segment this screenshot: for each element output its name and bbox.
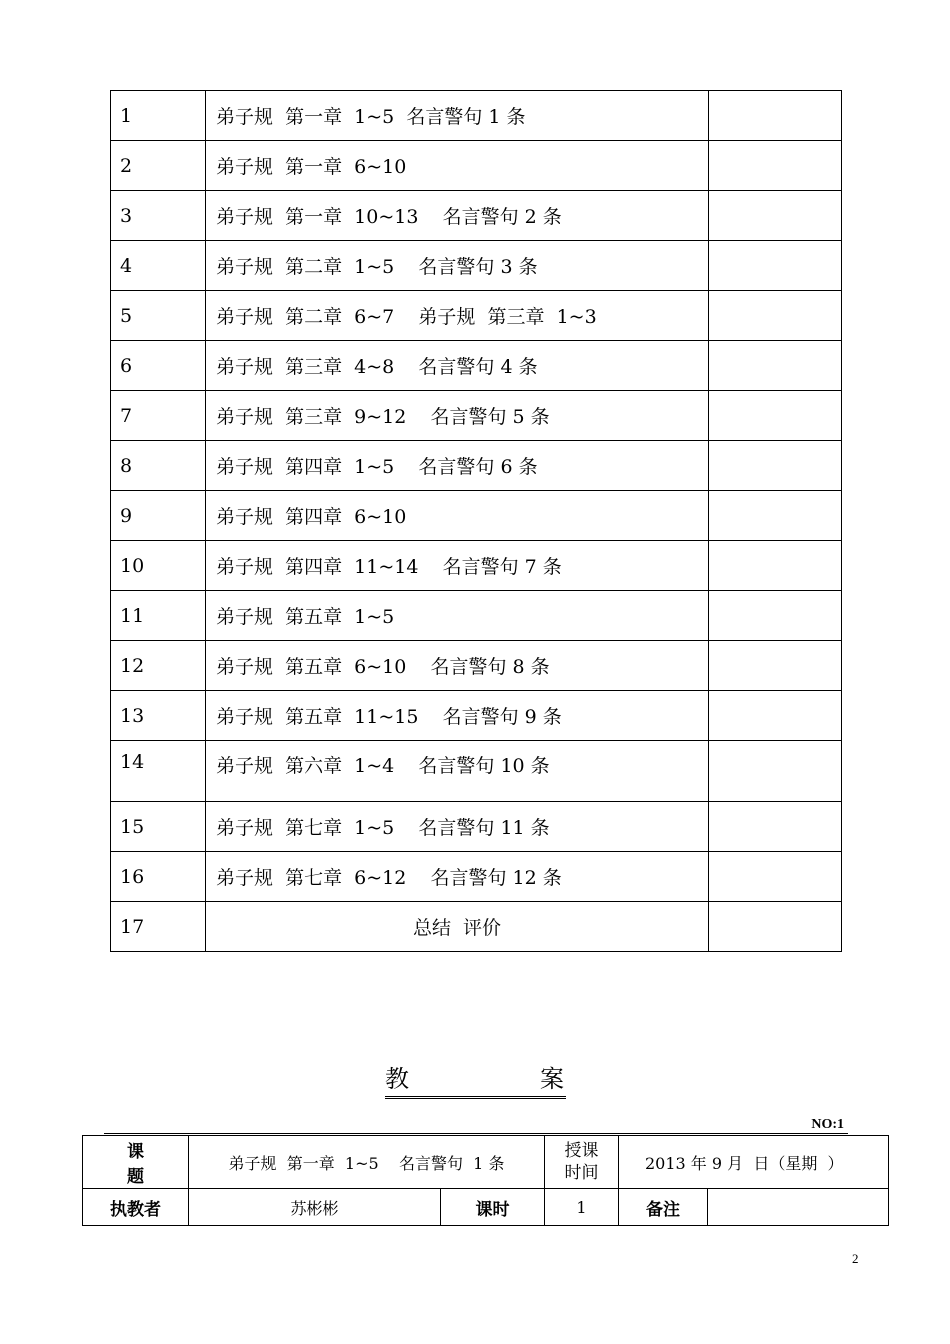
row-remark [709, 802, 842, 852]
table-row [111, 191, 842, 241]
row-number: 10 [111, 541, 206, 591]
row-number: 13 [111, 691, 206, 741]
title-char-left: 教 [385, 1065, 411, 1093]
table-row [111, 691, 842, 741]
table-row [111, 441, 842, 491]
table-row [111, 852, 842, 902]
row-number: 7 [111, 391, 206, 441]
row-content: 弟子规 第四章 6~10 [206, 491, 709, 541]
table-row [111, 291, 842, 341]
row-remark [709, 491, 842, 541]
teacher-value: 苏彬彬 [189, 1189, 441, 1226]
table-row [111, 141, 842, 191]
table-row [111, 902, 842, 952]
row-number: 4 [111, 241, 206, 291]
row-remark [709, 541, 842, 591]
divider [104, 1133, 848, 1134]
row-number: 5 [111, 291, 206, 341]
row-remark [709, 191, 842, 241]
row-content: 弟子规 第四章 1~5 名言警句 6 条 [206, 441, 709, 491]
table-row [111, 591, 842, 641]
row-number: 8 [111, 441, 206, 491]
teaching-time-label-line1: 授课 [564, 1141, 599, 1161]
teaching-time-label [545, 1136, 619, 1189]
row-content: 弟子规 第二章 6~7 弟子规 第三章 1~3 [206, 291, 709, 341]
table-row [111, 241, 842, 291]
row-remark [709, 902, 842, 952]
row-number: 16 [111, 852, 206, 902]
table-row [111, 341, 842, 391]
row-remark [709, 852, 842, 902]
row-remark [709, 741, 842, 802]
teacher-label: 执教者 [83, 1189, 189, 1226]
row-content: 弟子规 第七章 6~12 名言警句 12 条 [206, 852, 709, 902]
row-number: 6 [111, 341, 206, 391]
row-number: 1 [111, 91, 206, 141]
row-content: 弟子规 第五章 11~15 名言警句 9 条 [206, 691, 709, 741]
topic-value: 弟子规 第一章 1~5 名言警句 1 条 [189, 1136, 545, 1189]
row-number: 15 [111, 802, 206, 852]
row-content: 弟子规 第五章 6~10 名言警句 8 条 [206, 641, 709, 691]
lesson-info-table [82, 1135, 889, 1226]
teaching-time-label-line2: 时间 [564, 1163, 599, 1183]
row-content: 弟子规 第三章 4~8 名言警句 4 条 [206, 341, 709, 391]
row-content: 弟子规 第五章 1~5 [206, 591, 709, 641]
class-hours-label: 课时 [441, 1189, 545, 1226]
row-content: 弟子规 第一章 10~13 名言警句 2 条 [206, 191, 709, 241]
row-remark [709, 91, 842, 141]
table-row [111, 802, 842, 852]
row-remark [709, 241, 842, 291]
row-remark [709, 591, 842, 641]
row-content: 弟子规 第六章 1~4 名言警句 10 条 [206, 741, 709, 802]
row-remark [709, 341, 842, 391]
schedule-table [110, 90, 842, 952]
table-row [111, 741, 842, 802]
row-remark [709, 391, 842, 441]
row-content: 弟子规 第二章 1~5 名言警句 3 条 [206, 241, 709, 291]
row-number: 14 [111, 741, 206, 802]
title-char-right: 案 [540, 1065, 566, 1093]
teaching-time-value: 2013 年 9 月 日（星期 ） [619, 1136, 889, 1189]
lesson-plan-number: NO:1 [811, 1117, 844, 1132]
row-content: 总结 评价 [206, 902, 709, 952]
row-number: 12 [111, 641, 206, 691]
table-row [111, 541, 842, 591]
row-remark [709, 291, 842, 341]
row-number: 11 [111, 591, 206, 641]
table-row [83, 1136, 889, 1189]
remarks-value [708, 1189, 889, 1226]
row-content: 弟子规 第一章 6~10 [206, 141, 709, 191]
table-row [111, 491, 842, 541]
lesson-plan-title [385, 1064, 566, 1099]
row-remark [709, 691, 842, 741]
row-number: 17 [111, 902, 206, 952]
class-hours-value: 1 [545, 1189, 619, 1226]
topic-label: 课 题 [83, 1136, 189, 1189]
row-remark [709, 441, 842, 491]
table-row [83, 1189, 889, 1226]
table-row [111, 391, 842, 441]
row-content: 弟子规 第一章 1~5 名言警句 1 条 [206, 91, 709, 141]
row-number: 9 [111, 491, 206, 541]
row-number: 3 [111, 191, 206, 241]
row-remark [709, 141, 842, 191]
table-row [111, 91, 842, 141]
row-content: 弟子规 第四章 11~14 名言警句 7 条 [206, 541, 709, 591]
row-content: 弟子规 第七章 1~5 名言警句 11 条 [206, 802, 709, 852]
page-number: 2 [852, 1251, 859, 1266]
remarks-label: 备注 [619, 1189, 708, 1226]
table-row [111, 641, 842, 691]
row-remark [709, 641, 842, 691]
row-number: 2 [111, 141, 206, 191]
row-content: 弟子规 第三章 9~12 名言警句 5 条 [206, 391, 709, 441]
